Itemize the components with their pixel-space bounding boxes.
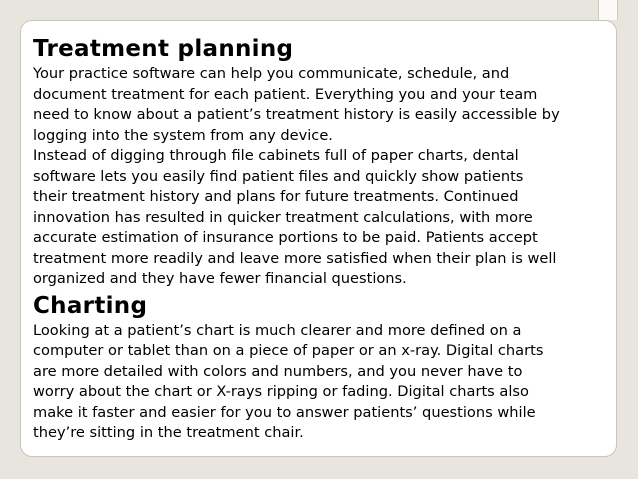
- body-line: need to know about a patient’s treatment history is easily accessible by: [33, 106, 560, 123]
- body-line: Instead of digging through file cabinets full of paper charts, dental: [33, 147, 519, 164]
- treatment-planning-body: [33, 64, 613, 290]
- body-line: Your practice software can help you communicate, schedule, and: [33, 65, 510, 82]
- body-line: accurate estimation of insurance portions to be paid. Patients accept: [33, 229, 538, 246]
- body-line: make it faster and easier for you to answer patients’ questions while: [33, 403, 536, 421]
- body-line: organized and they have fewer financial questions.: [33, 270, 407, 287]
- body-line: document treatment for each patient. Everything you and your team: [33, 85, 538, 103]
- body-line: their treatment history and plans for future treatments. Continued: [33, 188, 519, 205]
- body-line: treatment more readily and leave more satisfied when their plan is well: [33, 249, 557, 267]
- treatment-planning-heading: Treatment planning: [33, 36, 294, 62]
- slide-content: [33, 34, 613, 444]
- body-line: are more detailed with colors and numbers, and you never have to: [33, 362, 523, 380]
- body-line: software lets you easily find patient files and quickly show patients: [33, 167, 524, 185]
- body-line: innovation has resulted in quicker treatment calculations, with more: [33, 208, 533, 226]
- body-line: logging into the system from any device.: [33, 126, 333, 144]
- corner-tab-decoration: [598, 0, 618, 20]
- body-line: Looking at a patient’s chart is much clearer and more defined on a: [33, 321, 522, 339]
- charting-body: [33, 321, 613, 444]
- body-line: worry about the chart or X-rays ripping or fading. Digital charts also: [33, 383, 529, 400]
- charting-heading: Charting: [33, 292, 148, 319]
- body-line: they’re sitting in the treatment chair.: [33, 424, 304, 441]
- body-line: computer or tablet than on a piece of paper or an x-ray. Digital charts: [33, 342, 544, 359]
